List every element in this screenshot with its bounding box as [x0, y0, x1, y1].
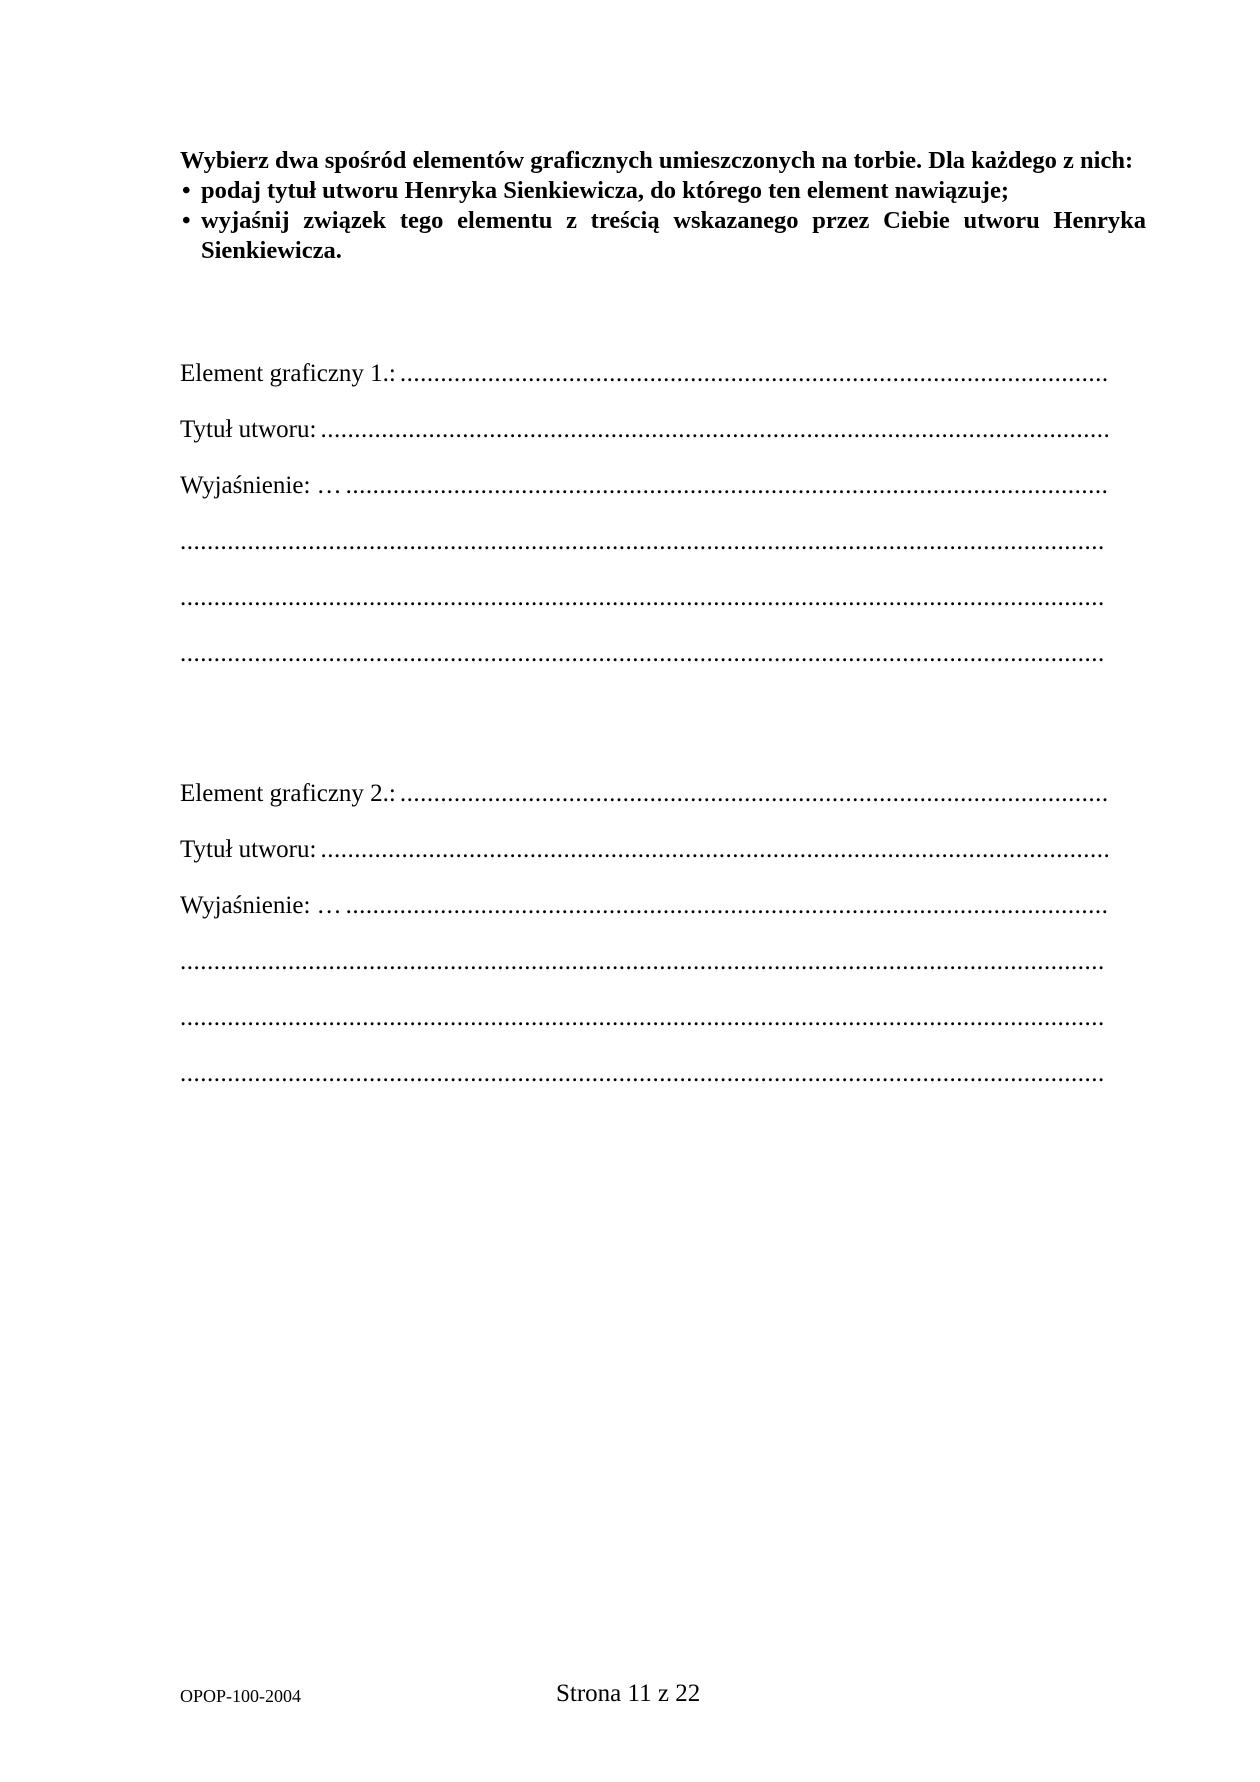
dotted-line: ..................................................................................................................... — [320, 416, 1111, 443]
explanation-1-label: Wyjaśnienie: … — [180, 472, 342, 499]
dotted-line: ......................................................................................................................................... — [180, 640, 1105, 667]
bullet-icon: • — [182, 177, 191, 204]
task-bullet-list — [180, 176, 1146, 266]
explanation-2-label: Wyjaśnienie: … — [180, 892, 342, 919]
dotted-line: ................................................................................................................. — [345, 892, 1109, 919]
dotted-line: ......................................................................................................... — [399, 780, 1109, 807]
explanation-1-field[interactable] — [180, 470, 1146, 502]
exam-code: OPOP-100-2004 — [180, 1686, 302, 1706]
dotted-line: ......................................................................................................................................... — [180, 1004, 1105, 1031]
dotted-line: ..................................................................................................................... — [320, 836, 1111, 863]
title-1-field[interactable] — [180, 414, 1146, 446]
title-1-label: Tytuł utworu: — [180, 416, 317, 443]
title-2-field[interactable] — [180, 834, 1146, 866]
explanation-1-line-4[interactable] — [180, 638, 1146, 670]
explanation-2-line-4[interactable] — [180, 1058, 1146, 1090]
dotted-line: ......................................................................................................................................... — [180, 528, 1105, 555]
dotted-line: ......................................................................................................... — [399, 360, 1109, 387]
explanation-2-line-3[interactable] — [180, 1002, 1146, 1034]
explanation-2-line-2[interactable] — [180, 946, 1146, 978]
element-2-field[interactable] — [180, 778, 1146, 810]
page-number: Strona 11 z 22 — [556, 1680, 701, 1707]
task-intro: Wybierz dwa spośród elementów graficznych umieszczonych na torbie. Dla każdego z nich: — [180, 147, 1134, 174]
explanation-1-line-2[interactable] — [180, 526, 1146, 558]
title-2-label: Tytuł utworu: — [180, 836, 317, 863]
task-bullet-2 — [180, 206, 1146, 266]
element-2-label: Element graficzny 2.: — [180, 780, 396, 807]
element-1-label: Element graficzny 1.: — [180, 360, 396, 387]
task-bullet-1 — [180, 176, 1146, 206]
explanation-1-line-3[interactable] — [180, 582, 1146, 614]
dotted-line: ......................................................................................................................................... — [180, 948, 1105, 975]
task-bullet-text: wyjaśnij związek tego elementu z treścią wskazanego przez Ciebie utworu Henryka Sienkiewicza. — [201, 207, 1146, 264]
task-instructions — [180, 146, 1146, 266]
task-bullet-text: podaj tytuł utworu Henryka Sienkiewicza, do którego ten element nawiązuje; — [201, 177, 1009, 204]
bullet-icon: • — [182, 207, 191, 234]
dotted-line: ......................................................................................................................................... — [180, 1060, 1105, 1087]
explanation-2-field[interactable] — [180, 890, 1146, 922]
dotted-line: ................................................................................................................. — [345, 472, 1109, 499]
dotted-line: ......................................................................................................................................... — [180, 584, 1105, 611]
element-1-field[interactable] — [180, 358, 1146, 390]
